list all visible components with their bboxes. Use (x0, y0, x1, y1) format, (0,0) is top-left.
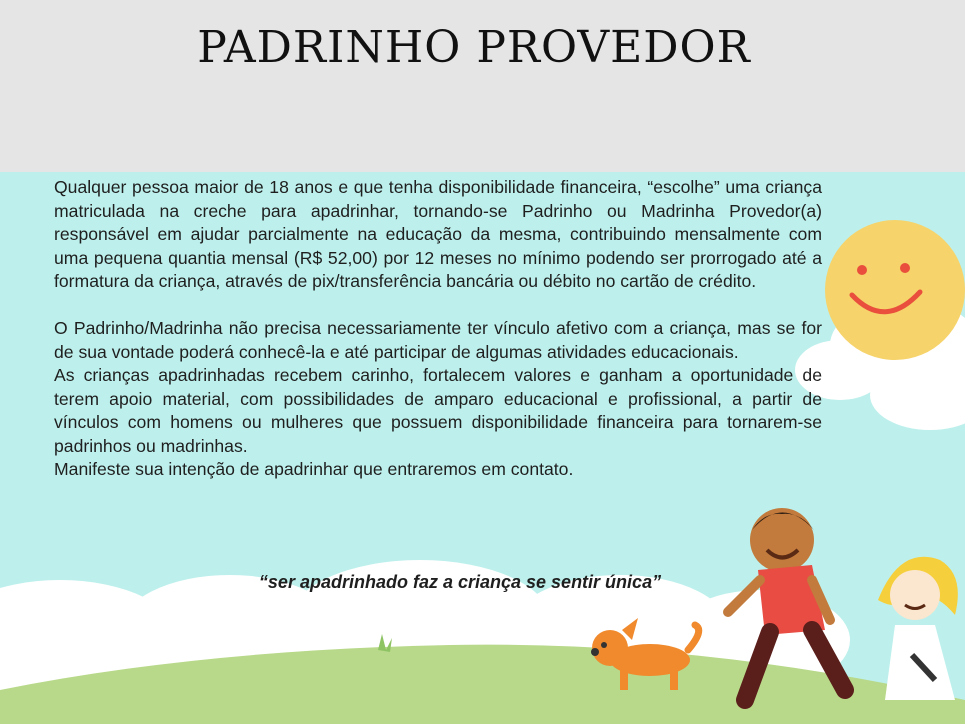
quote-text: “ser apadrinhado faz a criança se sentir única” (258, 572, 662, 592)
description-text (54, 176, 822, 482)
girl-icon (878, 557, 958, 700)
paragraph-call-to-action: Manifeste sua intenção de apadrinhar que entraremos em contato. (54, 459, 574, 479)
header-banner (0, 0, 965, 172)
paragraph-intro: Qualquer pessoa maior de 18 anos e que tenha disponibilidade financeira, “escolhe” uma criança matriculada na creche para apadrinhar, tornando-se Padrinho ou Madrinha Provedor(a) responsável em ajudar parcialmente na educação da mesma, contribuindo mensalmente com uma pequena quantia mensal (R$ 52,00) por 12 meses no mínimo podendo ser prorrogado até a formatura da criança, através de pix/transferência bancária ou débito no cartão de crédito. (54, 177, 822, 291)
page-title: PADRINHO PROVEDOR (197, 22, 751, 73)
paragraph-affection: O Padrinho/Madrinha não precisa necessariamente ter vínculo afetivo com a criança, mas se for de sua vontade poderá conhecê-la e até participar de algumas atividades educacionais. (54, 318, 822, 362)
sun-icon (825, 220, 965, 360)
paragraph-benefits: As crianças apadrinhadas recebem carinho, fortalecem valores e ganham a oportunidade de terem apoio material, com possibilidades de amparo educacional e profissional, a partir de vínculos com homens ou mulheres que possuem disponibilidade financeira para tornarem-se padrinhos ou madrinhas. (54, 365, 822, 456)
